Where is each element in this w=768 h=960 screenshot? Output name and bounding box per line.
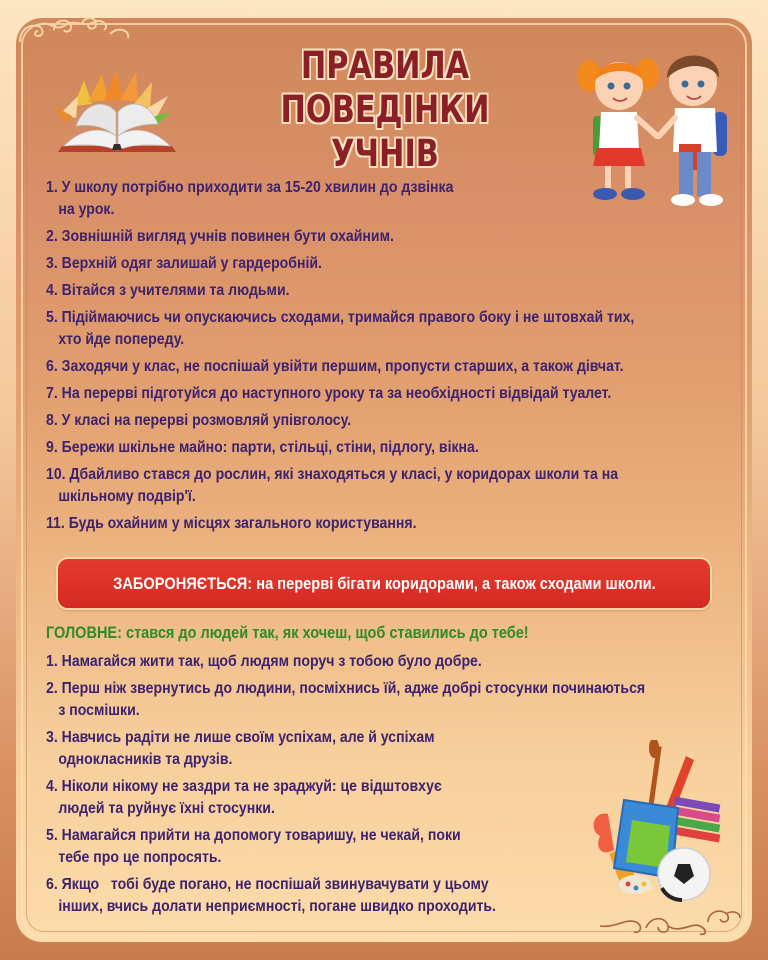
- rule-item: 10. Дбайливо стався до рослин, які знаходяться у класі, у коридорах школи та на шкільному подвір'ї.: [46, 466, 619, 505]
- advice-item: 5. Намагайся прийти на допомогу товаришу, не чекай, поки тебе про це попросять.: [46, 827, 461, 866]
- title-line-1: ПРАВИЛА: [300, 44, 470, 87]
- rule-item: 11. Будь охайним у місцях загального користування.: [46, 515, 417, 532]
- banner-text: на перерві бігати коридорами, а також сходами школи.: [251, 573, 656, 593]
- advice-item: 2. Перш ніж звернутись до людини, посміхнись їй, адже добрі стосунки починаються з посмішки.: [46, 680, 646, 719]
- rule-item: 1. У школу потрібно приходити за 15-20 хвилин до дзвінка на урок.: [46, 179, 454, 218]
- rule-item: 3. Верхній одяг залишай у гардеробній.: [46, 255, 322, 272]
- rule-item: 6. Заходячи у клас, не поспішай увійти першим, пропусти старших, а також дівчат.: [46, 358, 624, 375]
- rule-item: 8. У класі на перерві розмовляй упівголосу.: [46, 412, 352, 429]
- main-rule-label: ГОЛОВНЕ:: [46, 624, 122, 642]
- school-supplies-icon: [574, 740, 734, 910]
- main-rule-text: стався до людей так, як хочеш, щоб ставились до тебе!: [121, 624, 529, 642]
- rules-list: [46, 177, 736, 540]
- advice-item: 4. Ніколи нікому не заздри та не зраджуй: це відштовхує людей та руйнує їхні стосунки.: [46, 778, 442, 817]
- advice-item: 1. Намагайся жити так, щоб людям поруч з тобою було добре.: [46, 653, 482, 670]
- rule-item: 4. Вітайся з учителями та людьми.: [46, 282, 290, 299]
- rule-item: 9. Бережи шкільне майно: парти, стільці, стіни, підлогу, вікна.: [46, 439, 479, 456]
- prohibition-banner: [58, 559, 710, 608]
- main-rule: [46, 624, 529, 643]
- banner-label: ЗАБОРОНЯЄТЬСЯ:: [112, 573, 252, 593]
- rule-item: 7. На перерві підготуйся до наступного уроку та за необхідності відвідай туалет.: [46, 385, 612, 402]
- rule-item: 5. Підіймаючись чи опускаючись сходами, тримайся правого боку і не штовхай тих, хто йде попереду.: [46, 309, 635, 348]
- rule-item: 2. Зовнішній вигляд учнів повинен бути охайним.: [46, 228, 394, 245]
- page-title: [233, 44, 536, 176]
- title-line-2: ПОВЕДІНКИ УЧНІВ: [280, 88, 490, 175]
- open-book-icon: [44, 66, 190, 156]
- corner-ornament-icon: [14, 8, 134, 48]
- advice-item: 6. Якщо тобі буде погано, не поспішай звинувачувати у цьому інших, вчись долати неприємності, погане швидко проходить.: [46, 876, 496, 915]
- advice-item: 3. Навчись радіти не лише своїм успіхам, але й успіхам однокласників та друзів.: [46, 729, 435, 768]
